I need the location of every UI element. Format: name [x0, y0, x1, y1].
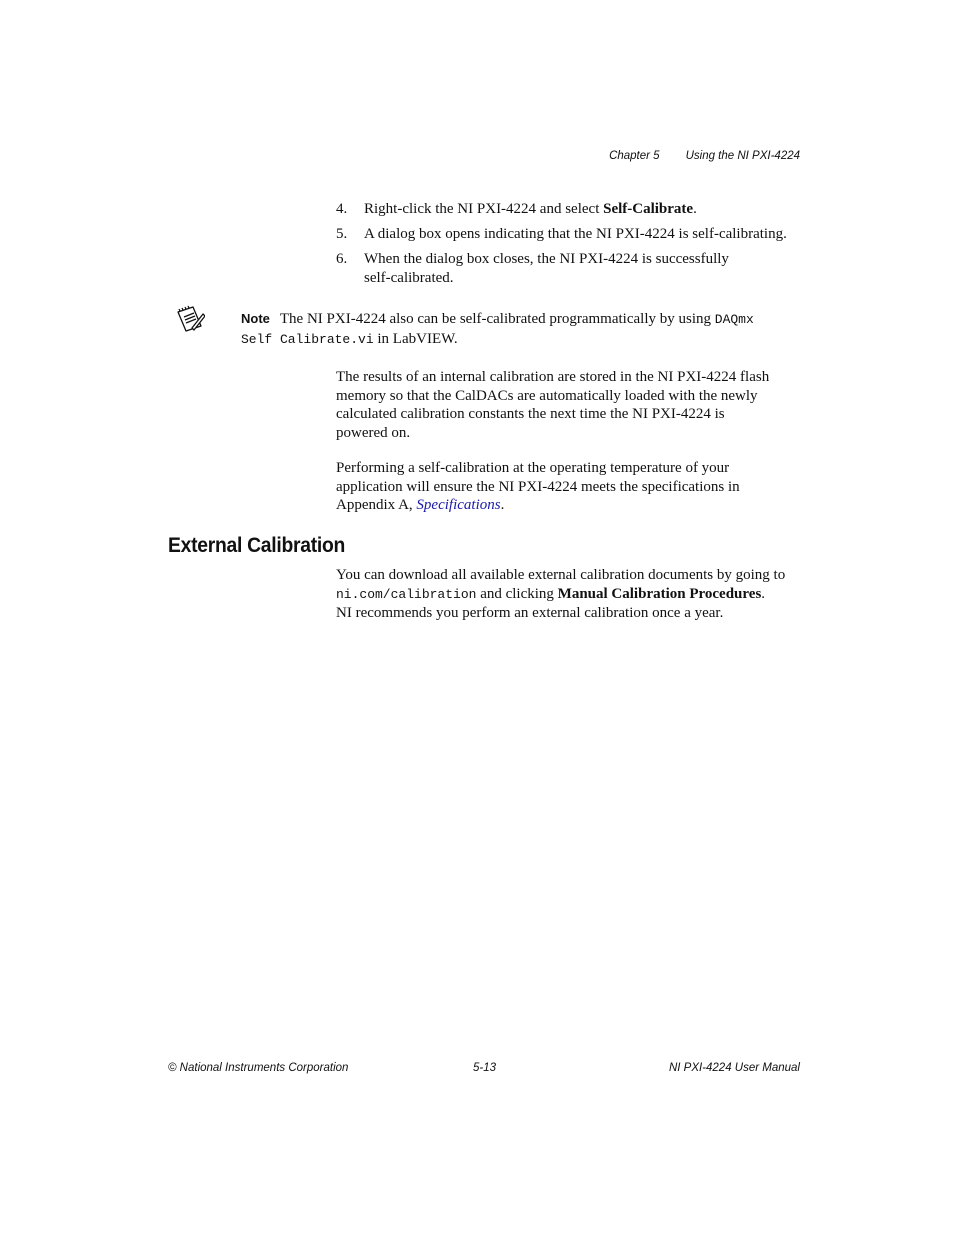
paragraph-line: application will ensure the NI PXI-4224 meets the specifications in [336, 478, 740, 495]
chapter-title: Using the NI PXI-4224 [685, 150, 800, 162]
chapter-number: Chapter 5 [609, 150, 660, 162]
step-number: 4. [336, 201, 348, 217]
step-text-line: self-calibrated. [364, 269, 454, 286]
step-text-line: When the dialog box closes, the NI PXI-4224 is successfully [364, 251, 729, 267]
code-text: ni.com/calibration [336, 586, 477, 602]
paragraph-line: calculated calibration constants the next time the NI PXI-4224 is [336, 406, 725, 423]
running-header [560, 150, 800, 162]
step-text-part: . [693, 201, 697, 217]
list-item [336, 250, 806, 287]
paragraph-line: and clicking [476, 585, 558, 602]
specifications-link[interactable]: Specifications [416, 497, 501, 514]
paragraph-line: The results of an internal calibration are stored in the NI PXI-4224 flash [336, 369, 770, 385]
list-item [336, 225, 806, 244]
menu-command: Self-Calibrate [603, 201, 694, 217]
paragraph-line: . [500, 497, 505, 514]
paragraph-line: . [761, 585, 766, 602]
step-text [364, 250, 806, 287]
paragraph-line: You can download all available external calibration documents by going to [336, 567, 786, 583]
paragraph-line: memory so that the CalDACs are automatically loaded with the newly [336, 387, 758, 404]
footer-copyright: © National Instruments Corporation [168, 1062, 349, 1074]
step-text: A dialog box opens indicating that the NI PXI-4224 is self-calibrating. [364, 226, 787, 242]
list-item [336, 200, 806, 219]
paragraph [336, 368, 804, 443]
paragraph-line: Performing a self-calibration at the operating temperature of your [336, 460, 730, 476]
step-number: 6. [336, 251, 348, 267]
bold-term: Manual Calibration Procedures [557, 585, 762, 602]
paragraph-line: Appendix A, [336, 497, 417, 514]
code-text: DAQmx [714, 312, 754, 327]
note-block [241, 309, 801, 349]
code-text: Self Calibrate.vi [241, 331, 374, 347]
step-text-part: Right-click the NI PXI-4224 and select [364, 201, 604, 217]
step-list [336, 200, 806, 294]
note-text: The NI PXI-4224 also can be self-calibrated programmatically by using [279, 311, 715, 327]
paragraph-line: powered on. [336, 425, 411, 442]
note-pad-icon [175, 304, 205, 332]
step-number: 5. [336, 226, 348, 242]
note-text: in LabVIEW. [373, 330, 458, 347]
note-label: Note [241, 311, 270, 326]
manual-title: NI PXI-4224 User Manual [668, 1062, 800, 1074]
paragraph [336, 459, 804, 515]
paragraph-line: NI recommends you perform an external calibration once a year. [336, 605, 724, 622]
step-text [364, 200, 806, 219]
paragraph [336, 566, 804, 623]
page-number: 5-13 [473, 1062, 497, 1074]
section-heading: External Calibration [168, 534, 345, 557]
